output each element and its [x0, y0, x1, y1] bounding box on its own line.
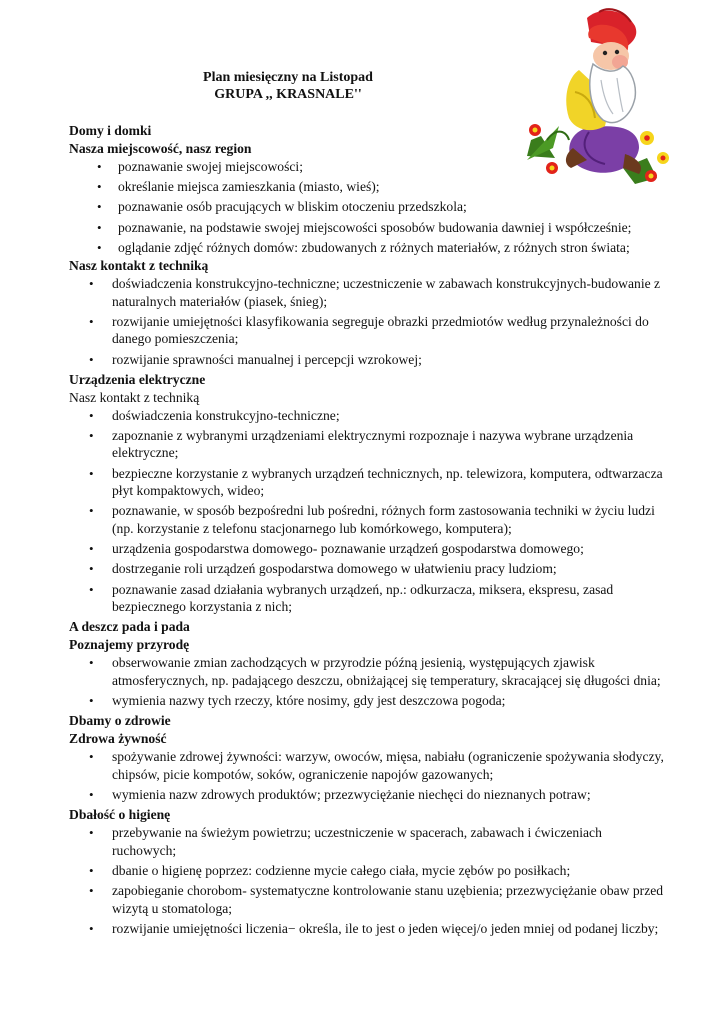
- list-item: • dostrzeganie roli urządzeń gospodarstwa domowego w ułatwieniu pracy ludziom;: [69, 560, 669, 578]
- list-item: • wymienia nazw zdrowych produktów; przezwyciężanie niechęci do nieznanych potraw;: [69, 786, 669, 804]
- list-item: • oglądanie zdjęć różnych domów: zbudowanych z różnych materiałów, z różnych stron świata;: [69, 239, 669, 257]
- section-heading-deszcz: A deszcz pada i pada: [69, 619, 190, 635]
- subheading-kontakt-technika: Nasz kontakt z techniką: [69, 257, 209, 273]
- list-item: • poznawanie zasad działania wybranych urządzeń, np.: odkurzacza, miksera, ekspresu, zasad bezpiecznego korzystania z nich;: [69, 581, 669, 616]
- bullet-list-higiena: [69, 824, 669, 937]
- list-item: • przebywanie na świeżym powietrzu; uczestniczenie w spacerach, zabawach i ćwiczeniach ruchowych;: [69, 824, 669, 859]
- bullet-list-miejscowosc: [69, 158, 669, 256]
- list-item: • poznawanie swojej miejscowości;: [69, 158, 669, 176]
- section-heading-urzadzenia: Urządzenia elektryczne: [69, 371, 206, 387]
- subheading-miejscowosc: Nasza miejscowość, nasz region: [69, 141, 252, 156]
- document-title: Plan miesięczny na Listopad: [203, 70, 373, 85]
- plan-content: [69, 122, 669, 940]
- subheading-zdrowa-zywnosc: Zdrowa żywność: [69, 731, 167, 747]
- bullet-list-przyroda: [69, 654, 669, 709]
- section-heading-zdrowie: Dbamy o zdrowie: [69, 713, 171, 729]
- bullet-list-urzadzenia: [69, 407, 669, 616]
- list-item: • bezpieczne korzystanie z wybranych urządzeń technicznych, np. telewizora, komputera, odtwarzacza płyt kompaktowych, wideo;: [69, 465, 669, 500]
- bullet-list-zywnosc: [69, 748, 669, 803]
- list-item: • wymienia nazwy tych rzeczy, które nosimy, gdy jest deszczowa pogoda;: [69, 692, 669, 710]
- bullet-list-kontakt-technika: [69, 275, 669, 368]
- list-item: • poznawanie osób pracujących w bliskim otoczeniu przedszkola;: [69, 198, 669, 216]
- list-item: • doświadczenia konstrukcyjno-techniczne; uczestniczenie w zabawach konstrukcyjnych-budowanie z naturalnych materiałów (piasek, śnieg);: [69, 275, 669, 310]
- subheading-kontakt-technika-2: Nasz kontakt z techniką: [69, 389, 200, 405]
- list-item: • rozwijanie sprawności manualnej i percepcji wzrokowej;: [69, 351, 669, 369]
- list-item: • poznawanie, na podstawie swojej miejscowości sposobów budowania dawniej i współcześnie;: [69, 219, 669, 237]
- list-item: • rozwijanie umiejętności klasyfikowania segreguje obrazki przedmiotów według przynależności do danego pomieszczenia;: [69, 313, 669, 348]
- list-item: • zapoznanie z wybranymi urządzeniami elektrycznymi rozpoznaje i nazywa wybrane urządzenia elektryczne;: [69, 427, 669, 462]
- list-item: • obserwowanie zmian zachodzących w przyrodzie późną jesienią, występujących zjawisk atmosferycznych, np. padającego deszczu, obniżającej się temperatury, skracającej się długości dnia;: [69, 654, 669, 689]
- list-item: • urządzenia gospodarstwa domowego- poznawanie urządzeń gospodarstwa domowego;: [69, 540, 669, 558]
- subheading-przyroda: Poznajemy przyrodę: [69, 637, 190, 653]
- list-item: • doświadczenia konstrukcyjno-techniczne;: [69, 407, 669, 425]
- list-item: • określanie miejsca zamieszkania (miasto, wieś);: [69, 178, 669, 196]
- list-item: • rozwijanie umiejętności liczenia− określa, ile to jest o jeden więcej/o jeden mniej od podanej liczby;: [69, 920, 669, 938]
- list-item: • spożywanie zdrowej żywności: warzyw, owoców, mięsa, nabiału (ograniczenie spożywania słodyczy, chipsów, picie kompotów, soków, ograniczenie napojów gazowanych;: [69, 748, 669, 783]
- list-item: • poznawanie, w sposób bezpośredni lub pośredni, różnych form zastosowania techniki w życiu ludzi (np. korzystanie z telefonu stacjonarnego lub komórkowego, komputera);: [69, 502, 669, 537]
- group-name: GRUPA ,, KRASNALE'': [214, 87, 362, 102]
- list-item: • dbanie o higienę poprzez: codzienne mycie całego ciała, mycie zębów po posiłkach;: [69, 862, 669, 880]
- list-item: • zapobieganie chorobom- systematyczne kontrolowanie stanu uzębienia; przezwyciężanie obaw przed wizytą u stomatologa;: [69, 882, 669, 917]
- section-heading-domy: Domy i domki: [69, 123, 152, 138]
- subheading-higiena: Dbałość o higienę: [69, 807, 171, 823]
